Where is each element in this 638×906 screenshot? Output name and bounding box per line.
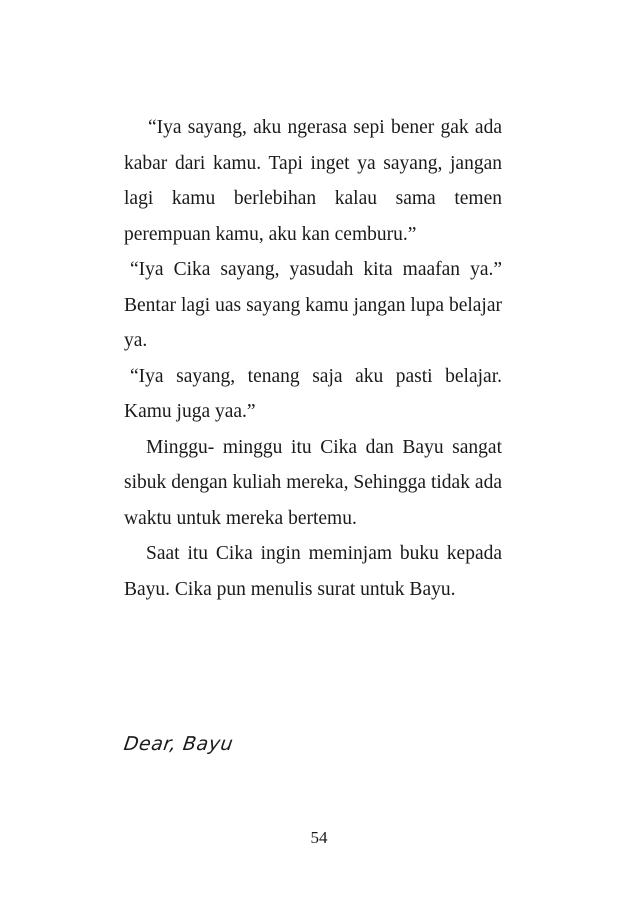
paragraph-2: “Iya Cika sayang, yasudah kita maafan ya.” Bentar lagi uas sayang kamu jangan lupa belajar ya.: [124, 259, 502, 351]
paragraph-3: “Iya sayang, tenang saja aku pasti belajar. Kamu juga yaa.”: [124, 365, 502, 422]
paragraph-5: Saat itu Cika ingin meminjam buku kepada Bayu. Cika pun menulis surat untuk Bayu.: [124, 543, 502, 600]
paragraph-1: “Iya sayang, aku ngerasa sepi bener gak ada kabar dari kamu. Tapi inget ya sayang, jangan lagi kamu berlebihan kalau sama temen perempuan kamu, aku kan cemburu.”: [124, 117, 502, 245]
page-number: 54: [310, 828, 328, 847]
body-text: [124, 110, 502, 607]
paragraph-4: Minggu- minggu itu Cika dan Bayu sangat sibuk dengan kuliah mereka, Sehingga tidak ada waktu untuk mereka bertemu.: [124, 436, 502, 529]
letter-salutation: Dear, Bayu: [122, 733, 235, 755]
